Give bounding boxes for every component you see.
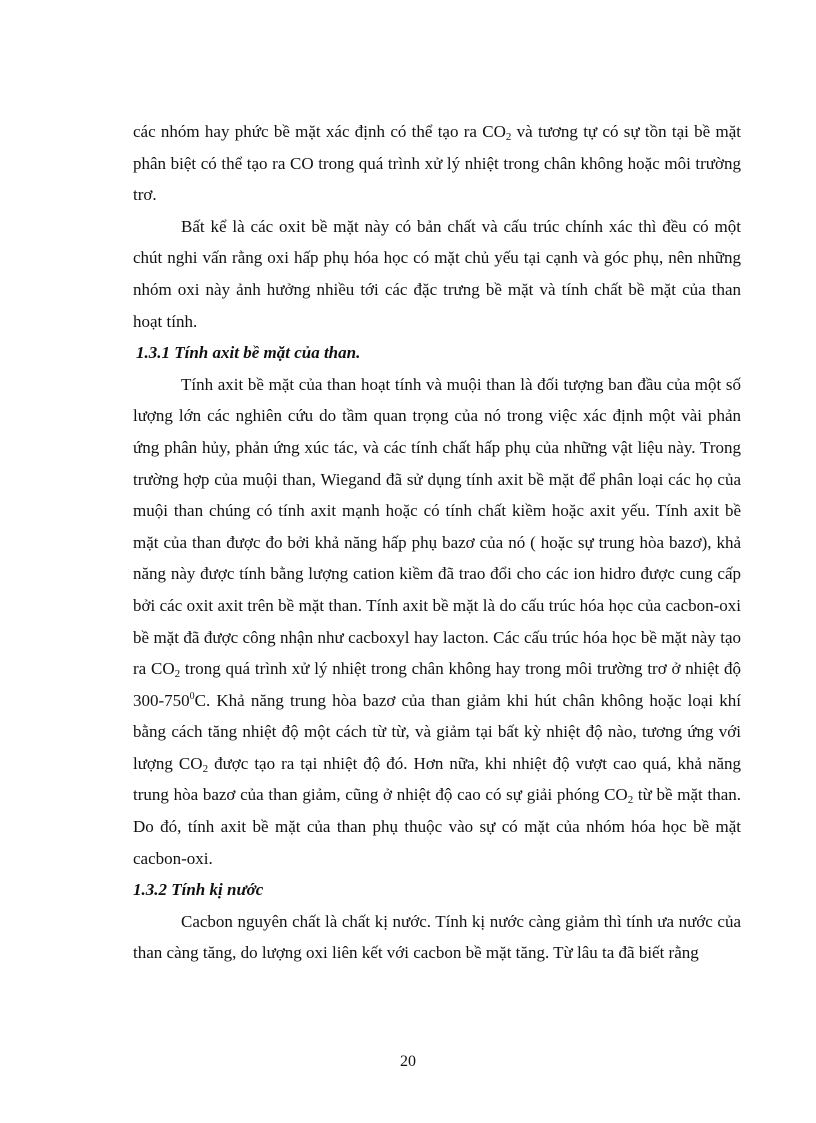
subscript: 2 — [505, 131, 512, 143]
page-number: 20 — [400, 1053, 416, 1070]
text-run: và tương tự có sự tồn tại bề mặt phân biệt có thể tạo ra CO trong quá trình xử lý nhiệt trong chân không hoặc môi trường trơ. — [133, 122, 741, 205]
section-heading-1-3-2: 1.3.2 Tính kị nước — [133, 880, 264, 900]
text-run: Tính axit bề mặt của than hoạt tính và muội than là đối tượng ban đầu của một số lượng lớn các nghiên cứu do tầm quan trọng của nó trong việc xác định một vài phản ứng phân hủy, phản ứng xúc tác, và các tính chất hấp phụ của những vật liệu này. Trong trường hợp của muội than, Wiegand đã sử dụng tính axit bề mặt để phân loại các họ của muội than chúng có tính axit mạnh hoặc có tính chất kiềm hoặc axit yếu. Tính axit bề mặt của than được đo bởi khả năng hấp phụ bazơ của nó ( hoặc sự trung hòa bazơ), khả năng này được tính bằng lượng cation kiềm đã trao đổi cho các ion hidro được cung cấp bởi các oxit axit trên bề mặt than. Tính axit bề mặt là do cấu trúc hóa học của cacbon-oxi bề mặt đã được công nhận như cacboxyl hay lacton. Các cấu trúc hóa học bề mặt này tạo ra CO — [133, 374, 741, 679]
text-run: C. Khả năng trung hòa bazơ của than giảm khi hút chân không hoặc loại khí bằng cách tăng nhiệt độ một cách từ từ, và giảm tại bất kỳ nhiệt độ nào, tương ứng với lượng CO — [133, 690, 741, 773]
paragraph-oxit: Bất kể là các oxit bề mặt này có bản chất và cấu trúc chính xác thì đều có một chút nghi vấn rằng oxi hấp phụ hóa học có mặt chủ yếu tại cạnh và góc phụ, nên những nhóm oxi này ảnh hưởng nhiều tới các đặc trưng bề mặt và tính chất bề mặt của than hoạt tính. — [133, 216, 741, 331]
page-body — [133, 116, 741, 969]
text-run: được tạo ra tại nhiệt độ đó. Hơn nữa, khi nhiệt độ vượt cao quá, khả năng trung hòa bazơ của than giảm, cũng ở nhiệt độ cao có sự giải phóng CO — [133, 753, 742, 805]
section-heading-1-3-1: 1.3.1 Tính axit bề mặt của than. — [136, 343, 361, 363]
text-run: các nhóm hay phức bề mặt xác định có thể tạo ra CO — [133, 122, 506, 141]
paragraph-hydrophobicity: Cacbon nguyên chất là chất kị nước. Tính kị nước càng giảm thì tính ưa nước của than càng tăng, do lượng oxi liên kết với cacbon bề mặt tăng. Từ lâu ta đã biết rằng — [133, 911, 741, 963]
superscript: 0 — [189, 690, 195, 702]
text-run: trong quá trình xử lý nhiệt trong chân không hay trong môi trường trơ ở nhiệt độ 300-750 — [133, 659, 742, 710]
paragraph-continuation — [133, 116, 741, 211]
subscript: 2 — [627, 794, 634, 807]
paragraph-surface-acidity — [133, 369, 741, 875]
subscript: 2 — [174, 668, 181, 681]
text-run: từ bề mặt than. Do đó, tính axit bề mặt của than phụ thuộc vào sự có mặt của nhóm hóa học bề mặt cacbon-oxi. — [133, 785, 741, 868]
subscript: 2 — [202, 762, 209, 775]
